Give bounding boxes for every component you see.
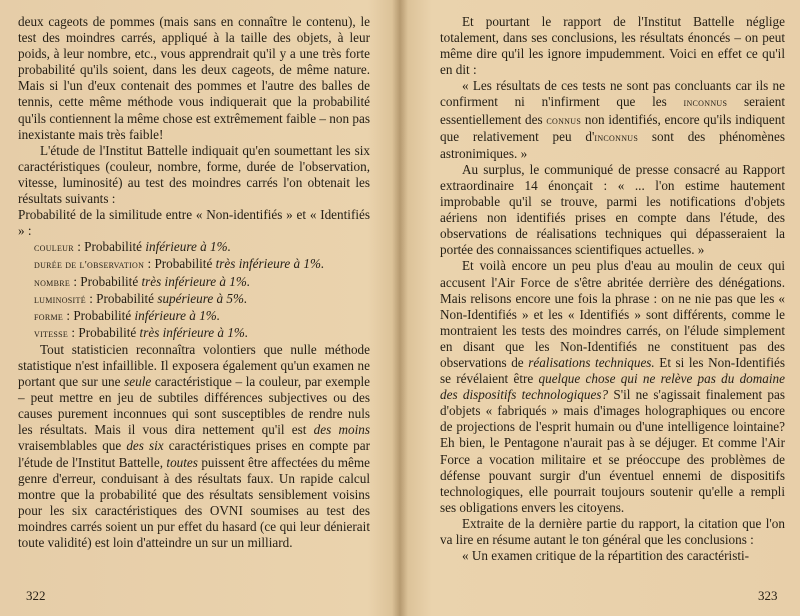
result-line: nombre : Probabilité très inférieure à 1%.	[34, 273, 251, 289]
result-line: forme : Probabilité inférieure à 1%.	[34, 307, 221, 323]
right-quote-paragraph: « Les résultats de ces tests ne sont pas concluants car ils ne confirment ni n'infirment que les inconnus seraient essentiellement des connus non identifiés, encore qu'ils indiquent que relativement peu d'inconnus sont des phénomènes astronimiques. »	[440, 78, 785, 161]
left-paragraph-3: Probabilité de la similitude entre « Non-identifiés » et « Identifiés » :	[18, 207, 370, 239]
result-label: couleur	[34, 242, 74, 255]
result-line: durée de l'observation : Probabilité très inférieure à 1%.	[34, 256, 325, 272]
right-paragraph-5: Extraite de la dernière partie du rapport, la citation que l'on va lire en résume autant le ton général que les conclusions :	[440, 515, 785, 547]
result-value: très inférieure à 1%.	[215, 256, 325, 272]
result-label: forme	[34, 310, 64, 323]
right-page	[440, 14, 785, 564]
result-line: luminosité : Probabilité supérieure à 5%.	[34, 290, 248, 306]
right-paragraph-1: Et pourtant le rapport de l'Institut Battelle néglige totalement, dans ses conclusions, les résultats énoncés – on peut même dire qu'il les ignore impudemment. Voici en effet ce qu'il en dit :	[440, 14, 785, 78]
right-paragraph-3: Au surplus, le communiqué de presse consacré au Rapport extraordinaire 14 énonçait : « ... l'on estime hautement improbable qu'il se trouve, parmi les notifications d'objets aériens non identifiés prises en compte dans l'étude, des observations de réalisations techniques qui dépasseraient la portée des connaissances scientifiques actuelles. »	[440, 161, 785, 258]
book-gutter	[392, 0, 408, 616]
result-line: vitesse : Probabilité très inférieure à 1%.	[34, 324, 249, 340]
page-number-right: 323	[758, 588, 778, 603]
left-paragraph-1: deux cageots de pommes (mais sans en connaître le contenu), le test des moindres carrés, appliqué à la taille des objets, à leur poids, à leur nombre, etc., vous apprendrait qu'il y a une très forte probabilité qu'ils soient, dans les deux cageots, de même nature. Mais si l'un d'eux contenait des pommes et l'autre des balles de tennis, cette même méthode vous indiquerait que la probabilité qu'ils contiennent la même chose est extrêmement faible – non pas inexistante mais très faible!	[18, 14, 370, 142]
page-number-left: 322	[26, 588, 46, 603]
result-label: luminosité	[34, 293, 86, 306]
result-value: supérieure à 5%.	[157, 290, 248, 306]
result-label: nombre	[34, 276, 71, 289]
right-paragraph-4: Et voilà encore un peu plus d'eau au moulin de ceux qui accusent l'Air Force de s'être abritée derrière des dénégations. Mais relisons encore une fois la phrase : on ne nie pas que les « Non-Identifiés » et les « Identifiés » sont différents, comme le montraient les tests des moindres carrés, on l'élude simplement en disant que les Non-Identifiés ne constituent pas des observations de réalisations techniques. Et si les Non-Identifiés se révélaient être quelque chose qui ne relève pas du domaine des dispositifs technologiques? S'il ne s'agissait finalement pas d'objets « fabriqués » mais d'images holographiques ou encore de projections de l'esprit humain ou d'une intelligence lointaine? Eh bien, le Pentagone n'aurait pas à se déjuger. Et comme l'Air Force a vocation militaire et se préoccupe des problèmes de défense pouvant surgir d'un éventuel ennemi de dispositifs technologiques, elle pourrait toujours soutenir qu'elle a rempli ses obligations envers les citoyens.	[440, 258, 785, 515]
results-list	[18, 239, 370, 342]
result-label: vitesse	[34, 327, 69, 340]
result-value: très inférieure à 1%.	[139, 324, 249, 340]
result-line: couleur : Probabilité inférieure à 1%.	[34, 239, 231, 255]
result-value: inférieure à 1%.	[134, 307, 221, 323]
result-value: inférieure à 1%.	[145, 239, 231, 255]
result-value: très inférieure à 1%.	[141, 273, 251, 289]
left-page	[18, 14, 370, 551]
result-label: durée de l'observation	[34, 259, 145, 272]
left-paragraph-2: L'étude de l'Institut Battelle indiquait qu'en soumettant les six caractéristiques (couleur, nombre, forme, durée de l'observation, vitesse, luminosité) au test des moindres carrés l'on obtenait les résultats suivants :	[18, 142, 370, 207]
right-paragraph-6: « Un examen critique de la répartition des caractéristi-	[462, 548, 750, 564]
left-paragraph-statisticien: Tout statisticien reconnaîtra volontiers que nulle méthode statistique n'est infaillible. Il exposera également qu'un examen ne portant que sur une seule caractéristique – la couleur, par exemple – peut mettre en jeu de subtiles différences subjectives ou des causes purement inconnues qui sont susceptibles de rendre nuls les résultats. Mais il vous dira nettement qu'il est des moins vraisemblables que des six caractéristiques prises en compte par l'étude de l'Institut Battelle, toutes puissent être affectées du même genre d'erreur, conduisant à des résultats faux. Un rapide calcul montre que la probabilité que des résultats sensiblement voisins pour les six caractéristiques des OVNI soumises au test des moindres carrés soient un pur effet du hasard (ce qui leur dénierait toute validité) est loin d'atteindre un sur un milliard.	[18, 341, 370, 550]
